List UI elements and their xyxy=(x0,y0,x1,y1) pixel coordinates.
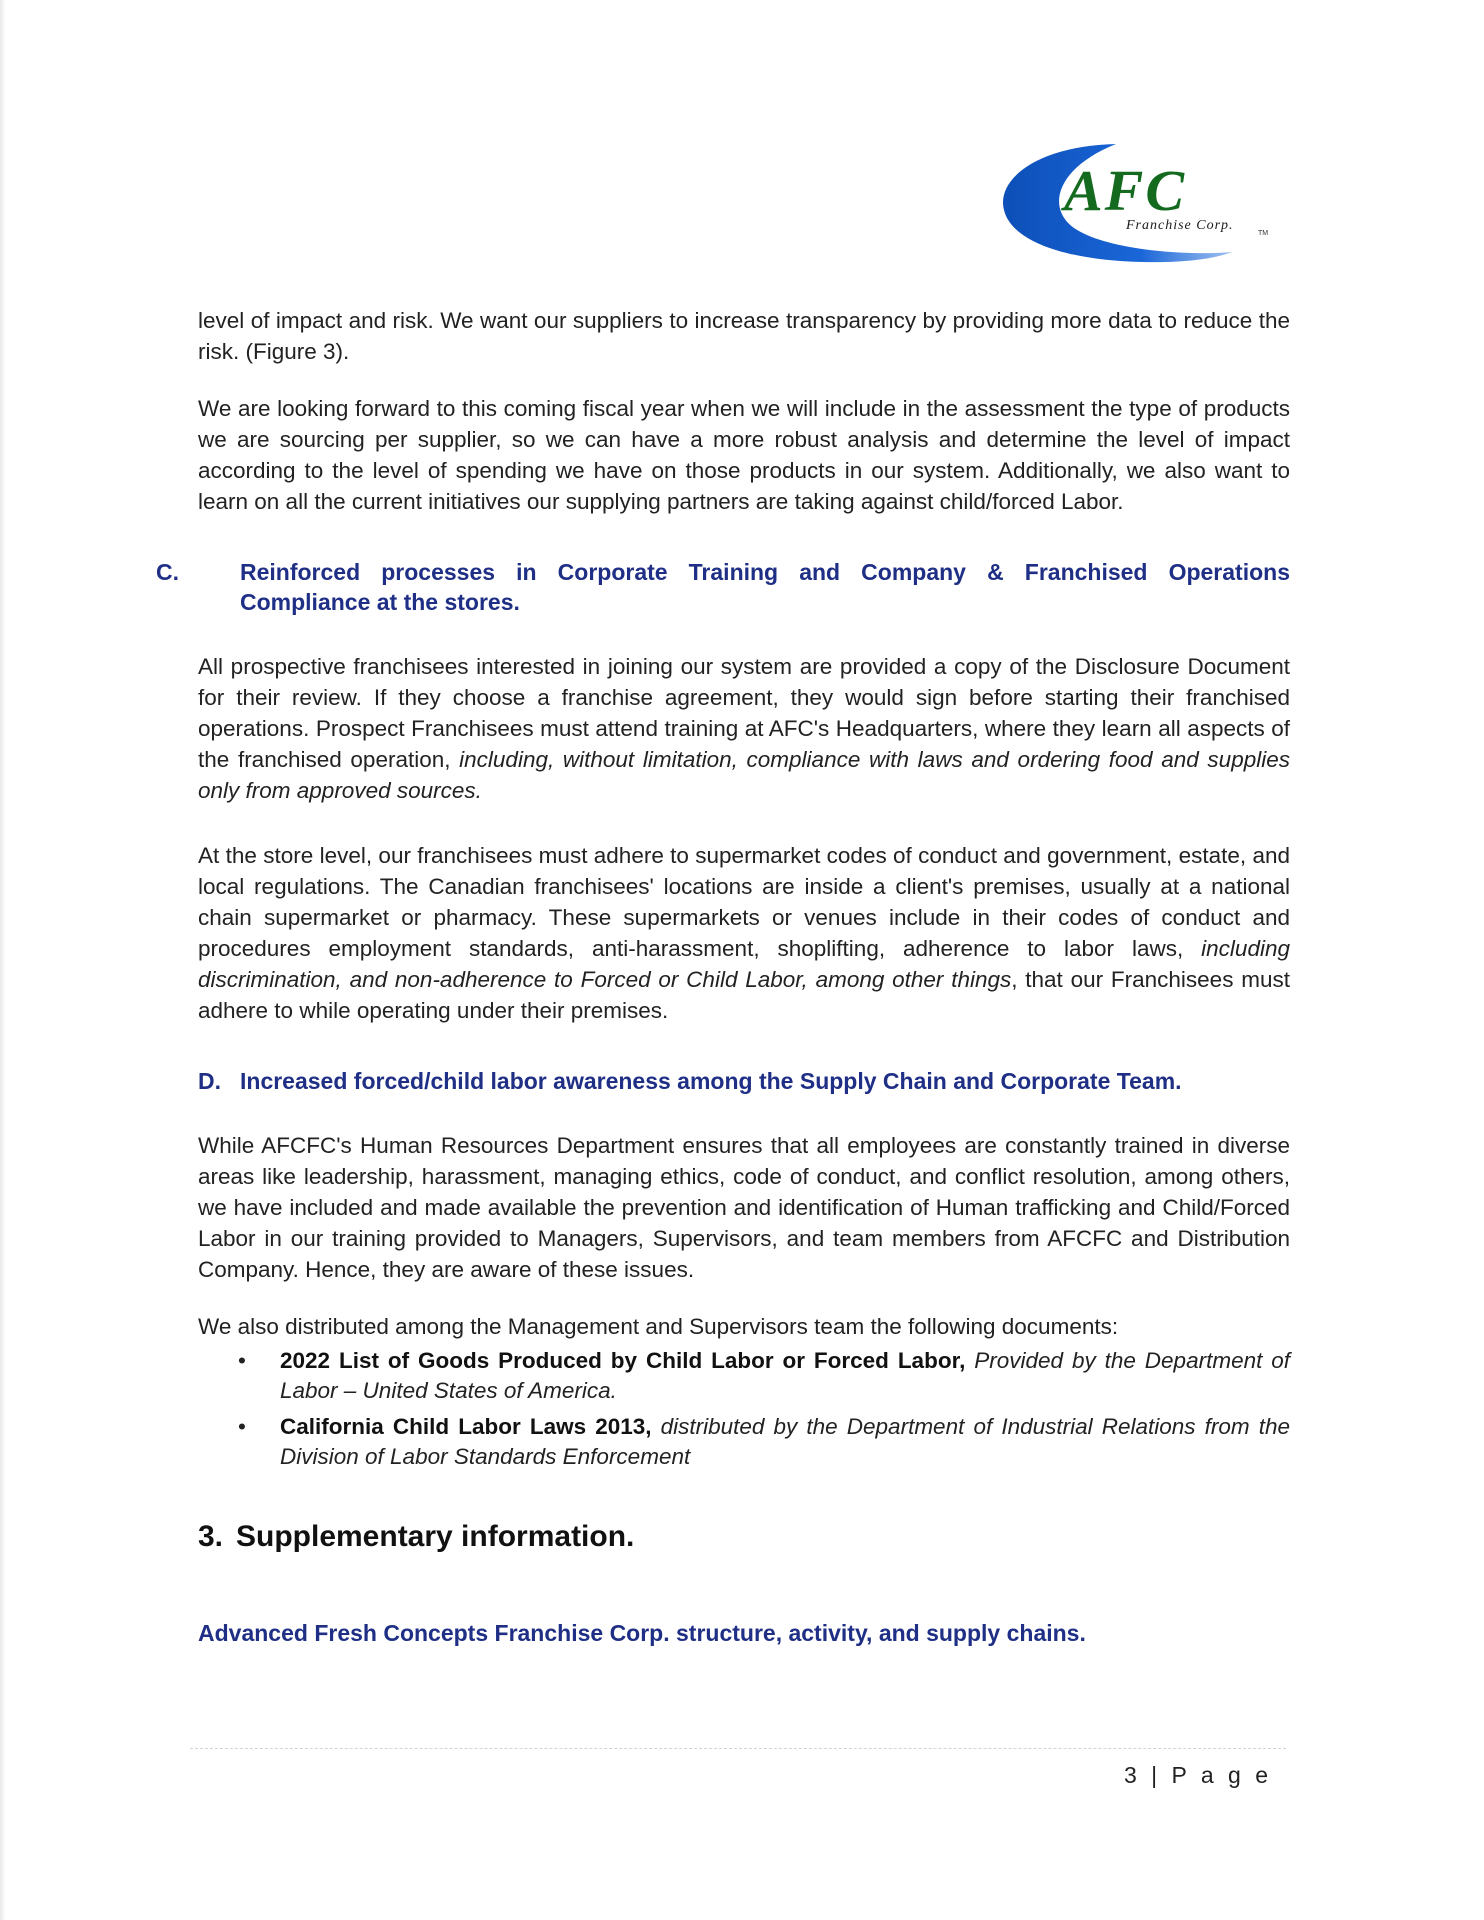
logo-wordmark: AFC xyxy=(1064,158,1187,223)
franchisee-training-italic: including, without limitation, compliance with laws and ordering food and supplies only from approved sources. xyxy=(198,747,1290,803)
list-item xyxy=(238,1346,1291,1406)
list-item xyxy=(238,1412,1291,1472)
section-d-heading xyxy=(198,1066,1290,1096)
logo-trademark: TM xyxy=(1258,230,1269,237)
store-level-tail: , that our Franchisees must adhere to while operating under their premises. xyxy=(198,967,1290,1023)
section-3-heading xyxy=(198,1518,1290,1556)
paragraph-hr-training: While AFCFC's Human Resources Department ensures that all employees are constantly trained in diverse areas like leadership, harassment, managing ethics, code of conduct, and conflict resolution, among others, we have included and made available the prevention and identification of Human trafficking and Child/Forced Labor in our training provided to Managers, Supervisors, and team members from AFCFC and Distribution Company. Hence, they are aware of these issues. xyxy=(198,1133,1290,1282)
section-c-heading xyxy=(156,557,1290,617)
document-source: distributed by the Department of Industrial Relations from the Division of Labor Standards Enforcement xyxy=(280,1414,1291,1469)
document-title: California Child Labor Laws 2013, xyxy=(280,1414,652,1439)
store-level-italic: including discrimination, and non-adherence to Forced or Child Labor, among other things xyxy=(198,936,1290,992)
section-d-letter: D. xyxy=(198,1068,221,1094)
section-d-title: Increased forced/child labor awareness among the Supply Chain and Corporate Team. xyxy=(240,1068,1182,1094)
footer-divider xyxy=(190,1748,1286,1749)
store-level-text: At the store level, our franchisees must adhere to supermarket codes of conduct and government, estate, and local regulations. The Canadian franchisees' locations are inside a client's premises, usually at a national chain supermarket or pharmacy. These supermarkets or venues include in their codes of conduct and procedures employment standards, anti-harassment, shoplifting, adherence to labor laws, xyxy=(198,843,1290,961)
paragraph-store-level xyxy=(198,840,1290,1026)
franchisee-training-text: All prospective franchisees interested in joining our system are provided a copy of the Disclosure Document for their review. If they choose a franchise agreement, they would sign before starting their franchised operations. Prospect Franchisees must attend training at AFC's Headquarters, where they learn all aspects of the franchised operation, xyxy=(198,654,1290,772)
document-source: Provided by the Department of Labor – United States of America. xyxy=(280,1348,1291,1403)
section-c-title: Reinforced processes in Corporate Training and Company & Franchised Operations Compliance at the stores. xyxy=(240,559,1290,615)
section-3-title: Supplementary information. xyxy=(236,1520,635,1553)
documents-list xyxy=(198,1346,1290,1472)
page-content xyxy=(156,305,1291,1648)
supply-chain-subheading: Advanced Fresh Concepts Franchise Corp. structure, activity, and supply chains. xyxy=(198,1620,1086,1646)
afc-logo xyxy=(996,140,1282,268)
section-3-number: 3. xyxy=(198,1520,224,1553)
paragraph-franchisee-training xyxy=(198,651,1290,806)
bullet-icon: • xyxy=(238,1414,246,1439)
paragraph-distributed-docs: We also distributed among the Management and Supervisors team the following documents: xyxy=(198,1314,1119,1339)
logo-subtitle: Franchise Corp. xyxy=(1126,218,1234,233)
document-title: 2022 List of Goods Produced by Child Labor or Forced Labor, xyxy=(280,1348,966,1373)
page-number: 3 | P a g e xyxy=(1123,1762,1272,1788)
paragraph-fiscal-year: We are looking forward to this coming fiscal year when we will include in the assessment the type of products we are sourcing per supplier, so we can have a more robust analysis and determine the level of impact according to the level of spending we have on those products in our system. Additionally, we also want to learn on all the current initiatives our supplying partners are taking against child/forced Labor. xyxy=(198,396,1290,514)
paragraph-impact-risk: level of impact and risk. We want our suppliers to increase transparency by providing more data to reduce the risk. (Figure 3). xyxy=(198,308,1290,364)
scan-edge-shadow xyxy=(0,0,6,1920)
bullet-icon: • xyxy=(238,1348,246,1373)
section-c-letter: C. xyxy=(156,559,179,585)
